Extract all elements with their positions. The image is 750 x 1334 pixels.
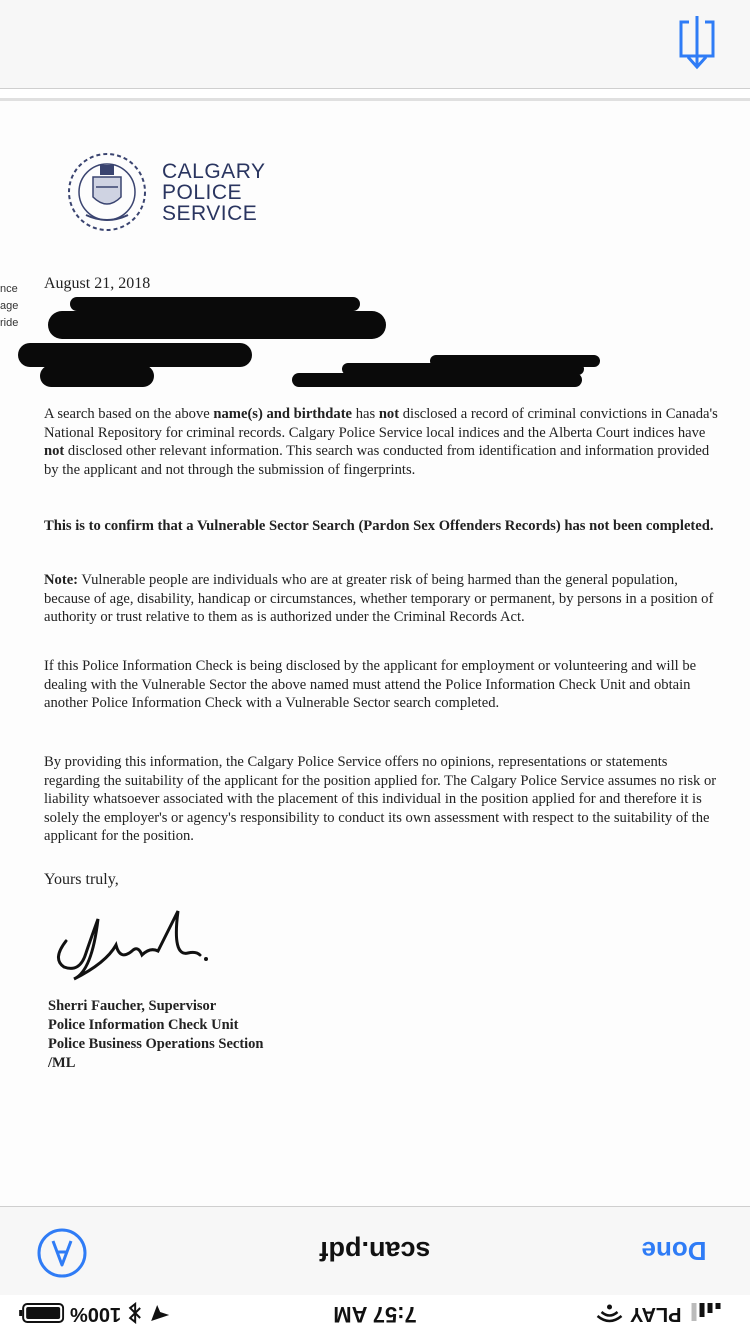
margin-fragment: nce	[0, 283, 18, 295]
signer-section: Police Business Operations Section	[48, 1036, 264, 1052]
battery-percent: 100%	[70, 1303, 122, 1325]
bold-run: name(s) and birthdate	[213, 406, 353, 422]
text-run: If this Police Information Check is being disclosed by the applicant for employment or volunteering and will be dealing with the Vulnerable Sector the above named must attend the Police Information Check Unit and obtain another Police Information Check with a Vulnerable Sector search completed.	[44, 658, 697, 711]
pdf-page	[0, 98, 750, 1207]
signer-unit: Police Information Check Unit	[48, 1017, 239, 1033]
status-right-group	[596, 1302, 722, 1325]
letter-date: August 21, 2018	[44, 275, 151, 292]
org-name	[162, 161, 266, 224]
signer-name: Sherri Faucher, Supervisor	[48, 998, 217, 1014]
org-name-line-1: CALGARY	[162, 160, 266, 183]
paragraph-disclosure	[44, 657, 724, 713]
text-run: disclosed other relevant information. This search was conducted from identification and information provided by the applicant and not through the submission of fingerprints.	[44, 443, 710, 478]
done-button[interactable]: Done	[641, 1236, 707, 1266]
bold-run: not	[44, 443, 65, 459]
margin-fragment: ride	[0, 317, 19, 329]
police-crest-icon	[66, 151, 148, 233]
bottom-toolbar	[0, 1206, 750, 1295]
org-name-line-2: POLICE	[162, 181, 243, 204]
text-run: disclosed a record of criminal convictions in Canada's National Repository for criminal records. Calgary Police Service local indices and the Alberta Court indices have	[44, 406, 718, 441]
paragraph-liability	[44, 753, 724, 846]
bluetooth-icon	[127, 1303, 143, 1325]
bold-run: not	[378, 406, 400, 422]
paragraph-note	[44, 571, 724, 627]
signature-block	[48, 997, 264, 1073]
text-run: has	[352, 406, 379, 422]
file-name-title: scan.pdf	[319, 1236, 431, 1266]
paragraph-search-result	[44, 405, 724, 479]
redaction-mark	[292, 373, 582, 387]
margin-fragment: age	[0, 300, 19, 312]
letter-body	[44, 405, 724, 479]
signal-bars-icon	[688, 1304, 722, 1324]
paragraph-confirmation	[44, 517, 724, 536]
markup-pen-icon[interactable]	[36, 1227, 88, 1279]
closing: Yours truly,	[44, 871, 119, 888]
share-download-icon[interactable]	[676, 14, 718, 70]
location-arrow-icon	[149, 1304, 171, 1324]
handwritten-signature	[46, 901, 216, 991]
text-run: A search based on the above	[44, 406, 214, 422]
carrier-name: PLAY	[630, 1303, 682, 1325]
top-toolbar	[0, 0, 750, 89]
redaction-mark	[48, 311, 386, 339]
signer-initials: /ML	[48, 1055, 76, 1071]
text-run: Vulnerable people are individuals who are at greater risk of being harmed than the general population, because of age, disability, handicap or circumstances, whether temporary or permanent, by persons in a position of authority or trust relative to them as is authorized under the Criminal Records Act.	[44, 572, 714, 625]
redaction-mark	[70, 297, 360, 311]
redaction-mark	[40, 365, 154, 387]
status-time: 7:57 AM	[333, 1302, 417, 1327]
bold-run: This is to confirm that a Vulnerable Sector Search (Pardon Sex Offenders Records) has not been completed.	[44, 518, 714, 534]
note-label: Note:	[44, 572, 79, 588]
redaction-mark	[18, 343, 252, 367]
margin-fragments	[0, 281, 18, 332]
org-name-line-3: SERVICE	[162, 202, 258, 225]
status-left-group	[18, 1302, 171, 1325]
status-bar	[0, 1296, 750, 1334]
wifi-icon	[596, 1304, 624, 1324]
text-run: By providing this information, the Calgary Police Service offers no opinions, representations or statements regarding the suitability of the applicant for the position applied for. The Calgary Police Service assumes no risk or liability whatsoever associated with the placement of this individual in the position applied for and therefore it is solely the employer's or agency's responsibility to conduct its own assessment with respect to the suitability of the applicant for the position.	[44, 754, 717, 844]
battery-icon	[18, 1303, 64, 1325]
